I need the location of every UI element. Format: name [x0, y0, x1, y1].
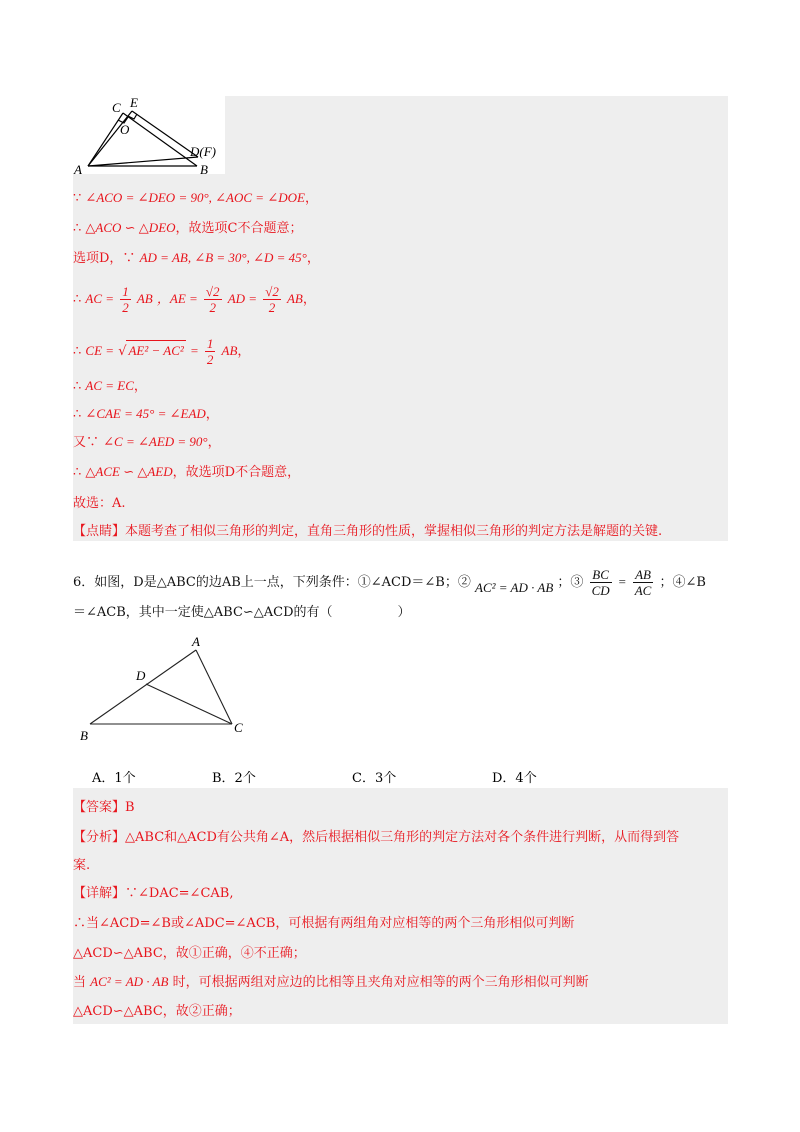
math-expr: AB [136, 291, 153, 306]
label-C: C [112, 100, 121, 115]
q6-detail-5: △ACD∽△ABC，故②正确； [73, 1004, 241, 1019]
label-E: E [130, 95, 138, 110]
sol5-comment [73, 522, 662, 542]
therefore-symbol: ∴ [73, 407, 82, 422]
punct: ， [133, 379, 147, 394]
fraction-sqrt2-half: $\frac{√2}{2}$ [265, 284, 279, 315]
detail-tag: 【详解】 [73, 886, 126, 901]
because-symbol: ∵ [73, 191, 82, 206]
label-C: C [234, 720, 243, 735]
q6-detail-2: ∴当∠ACD=∠B或∠ADC=∠ACB，可根据有两组角对应相等的两个三角形相似可判断 [73, 916, 575, 931]
punct: ， [207, 435, 221, 450]
label-B: B [200, 162, 208, 176]
comment-text: 本题考查了相似三角形的判定，直角三角形的性质，掌握相似三角形的判定方法是解题的关键. [125, 524, 663, 539]
math-expr: AC = EC [85, 378, 134, 393]
q6-detail-4 [73, 972, 589, 993]
answer-tag: 【答案】 [73, 800, 126, 815]
label-O: O [120, 122, 130, 137]
label-A: A [192, 634, 200, 649]
math-expr: AB [286, 291, 303, 306]
math-expr: ∠CAE = 45° = ∠EAD [85, 406, 206, 421]
math-expr: ∠ACO = ∠DEO = 90°, ∠AOC = ∠DOE [85, 190, 305, 205]
because-symbol: 又∵ [73, 435, 100, 450]
option-D: D．4个 [492, 771, 537, 786]
figure-triangle-ABC [72, 632, 262, 744]
option-B: B．2个 [212, 771, 256, 786]
label-DF: D(F) [190, 144, 216, 159]
fraction-half: $\frac{1}{2}$ [206, 336, 214, 367]
q6-analysis-1 [73, 828, 679, 848]
punct: ， [302, 292, 316, 307]
math-expr: AC² = AD · AB [475, 580, 554, 595]
q6-text: ；④∠B [659, 575, 706, 590]
math-expr: △ACO ∽ △DEO [85, 220, 176, 235]
math-expr: AB [221, 343, 238, 358]
analysis-text: △ABC和△ACD有公共角∠A，然后根据相似三角形的判定方法对各个条件进行判断，从而得到答 [125, 830, 680, 845]
detail-text: ∵∠DAC=∠CAB, [125, 886, 234, 901]
q6-text: ；③ [557, 575, 584, 590]
solution-5-shade-top [225, 96, 728, 174]
q6-answer [73, 798, 135, 818]
q6-text: 6．如图，D是△ABC的边AB上一点，下列条件：①∠ACD＝∠B；② [73, 575, 471, 590]
fraction-ab-ac: $\frac{AB}{AC}$ [634, 567, 652, 598]
therefore-symbol: ∴ [73, 221, 82, 236]
analysis-tag: 【分析】 [73, 830, 126, 845]
text: ，故选项C不合题意； [175, 221, 303, 236]
fraction-sqrt2-half: $\frac{√2}{2}$ [205, 284, 220, 315]
q6-detail-3: △ACD∽△ABC，故①正确，④不正确； [73, 946, 306, 961]
fraction-bc-cd: $\frac{BC}{CD}$ [591, 567, 610, 598]
label-D: D [136, 668, 146, 683]
punct: ， [304, 191, 318, 206]
punct: ， [205, 407, 219, 422]
math-expr: = [617, 574, 627, 589]
therefore-symbol: ∴ [73, 379, 82, 394]
math-expr: ，AE = [156, 291, 198, 306]
answer-value: B [125, 800, 135, 815]
therefore-symbol: ∴ [73, 292, 82, 307]
punct: ， [237, 344, 251, 359]
detail-text: 当 [73, 975, 87, 990]
sol5-line-1 [73, 188, 318, 209]
therefore-symbol: ∴ [73, 465, 82, 480]
sol5-line-3 [73, 248, 320, 269]
text: 选项D，∵ [73, 251, 136, 266]
q6-line-2: ＝∠ACB，其中一定使△ABC∽△ACD的有（ ） [73, 605, 411, 620]
q6-analysis-2: 案. [73, 858, 91, 873]
detail-text: 时，可根据两组对应边的比相等且夹角对应相等的两个三角形相似可判断 [172, 975, 589, 990]
math-expr: AC² = AD · AB [90, 974, 169, 989]
label-B: B [80, 728, 88, 743]
math-expr: AD = AB, ∠B = 30°, ∠D = 45° [139, 250, 307, 265]
sol5-line-9 [73, 462, 300, 483]
comment-tag: 【点睛】 [73, 524, 126, 539]
sol5-line-4 [73, 284, 316, 315]
math-expr: AC = [85, 291, 115, 306]
punct: ， [306, 251, 320, 266]
sol5-line-8 [73, 432, 221, 453]
option-C: C．3个 [352, 771, 397, 786]
option-A: A．1个 [92, 771, 136, 786]
sol5-line-6 [73, 376, 147, 397]
math-expr: AD = [227, 291, 258, 306]
sol5-line-5: ∴ CE = √ AE² − AC² = $\frac{1}{2}$ AB， [73, 336, 251, 367]
text: ，故选项D不合题意， [172, 465, 301, 480]
q6-line-1 [73, 564, 706, 601]
math-expr: = [189, 343, 199, 358]
math-expr: △ACE ∽ △AED [85, 464, 173, 479]
fraction-half: $\frac{1}{2}$ [122, 284, 129, 315]
sol5-line-2 [73, 218, 302, 239]
math-expr: CE = [85, 343, 115, 358]
sol5-line-10: 故选：A. [73, 496, 126, 511]
math-expr: ∠C = ∠AED = 90° [103, 434, 208, 449]
label-A: A [74, 162, 82, 176]
sol5-line-7 [73, 404, 219, 425]
radical: AE² − AC² [126, 340, 185, 361]
therefore-symbol: ∴ [73, 344, 82, 359]
q6-detail-1 [73, 884, 233, 904]
figure-triangles-ACO-DEO [72, 94, 227, 176]
